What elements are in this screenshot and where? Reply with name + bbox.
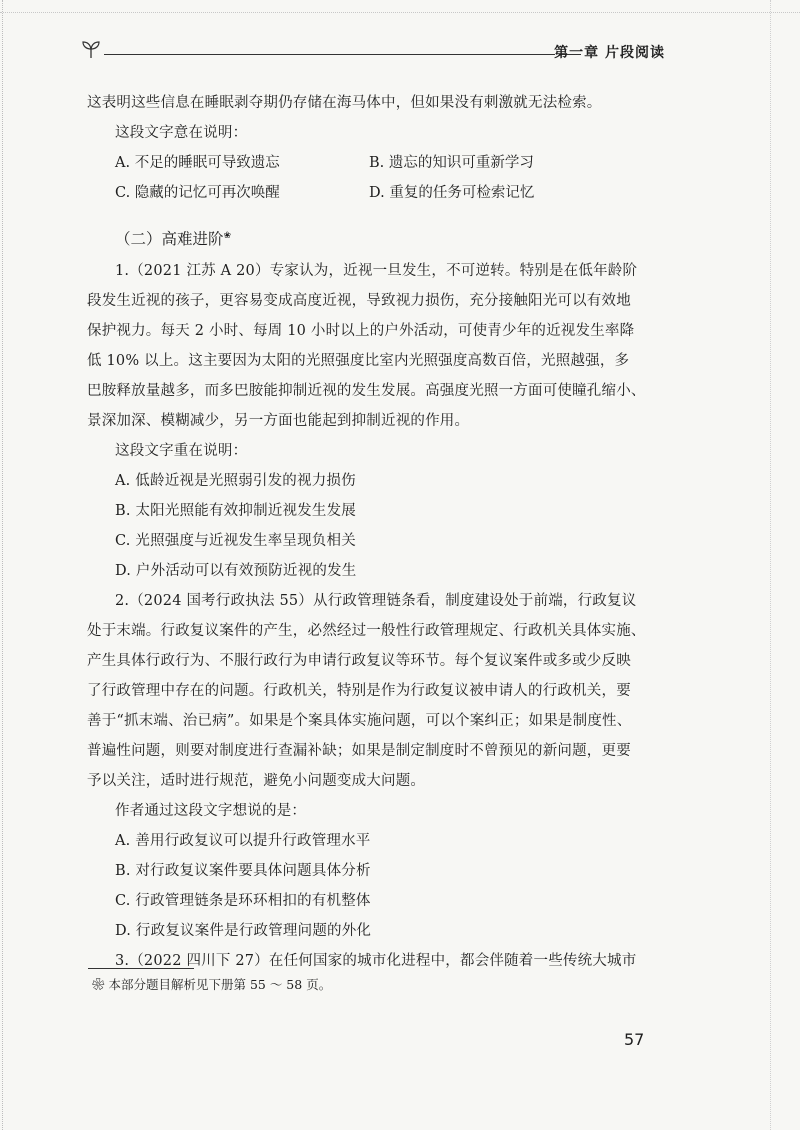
footnote-marker-icon: ❀ <box>223 231 232 241</box>
header-rule <box>104 54 555 55</box>
scan-noise-top <box>0 0 800 13</box>
intro-options-row-2 <box>115 178 660 208</box>
q2-line: 处于末端。行政复议案件的产生，必然经过一般性行政管理规定、行政机关具体实施、 <box>87 623 646 639</box>
q1-line: 1.（2021 江苏 A 20）专家认为，近视一旦发生，不可逆转。特别是在低年龄阶 <box>115 263 638 279</box>
q3-line: 3.（2022 四川下 27）在任何国家的城市化进程中，都会伴随着一些传统大城市 <box>115 953 637 969</box>
q1-line: 低 10% 以上。这主要因为太阳的光照强度比室内光照强度高数百倍，光照越强，多 <box>87 353 630 369</box>
intro-option-d: D. 重复的任务可检索记忆 <box>369 185 535 201</box>
scan-edge-right <box>770 0 772 1130</box>
q2-question: 作者通过这段文字想说的是： <box>115 803 307 819</box>
q1-line: 景深加深、模糊减少，另一方面也能起到抑制近视的作用。 <box>87 413 470 429</box>
intro-text: 这表明这些信息在睡眠剥夺期仍存储在海马体中，但如果没有刺激就无法检索。 <box>87 95 602 111</box>
q2-line: 善于“抓末端、治已病”。如果是个案具体实施问题，可以个案纠正；如果是制度性、 <box>87 713 632 729</box>
q1-line: 巴胺释放量越多，而多巴胺能抑制近视的发生发展。高强度光照一方面可使瞳孔缩小、 <box>87 383 646 399</box>
q1-option-b: B. 太阳光照能有效抑制近视发生发展 <box>115 503 356 519</box>
q1-option-c: C. 光照强度与近视发生率呈现负相关 <box>115 533 356 549</box>
q2-line: 2.（2024 国考行政执法 55）从行政管理链条看，制度建设处于前端，行政复议 <box>115 593 637 609</box>
q1-line: 保护视力。每天 2 小时、每周 10 小时以上的户外活动，可使青少年的近视发生率降 <box>87 323 635 339</box>
q2-option-b: B. 对行政复议案件要具体问题具体分析 <box>115 863 371 879</box>
q2-line: 予以关注，适时进行规范，避免小问题变成大问题。 <box>87 773 426 789</box>
q2-line: 了行政管理中存在的问题。行政机关，特别是作为行政复议被申请人的行政机关，要 <box>87 683 631 699</box>
footnote-rule <box>88 968 194 969</box>
footnote-marker-icon: ❀ <box>92 977 109 992</box>
footnote-text: 本部分题目解析见下册第 55 ～ 58 页。 <box>108 977 332 992</box>
question-1 <box>87 256 660 586</box>
q2-option-d: D. 行政复议案件是行政管理问题的外化 <box>115 923 372 939</box>
q1-option-a: A. 低龄近视是光照弱引发的视力损伤 <box>115 473 356 489</box>
intro-option-a: A. 不足的睡眠可导致遗忘 <box>115 155 280 171</box>
page-number: 57 <box>624 1030 645 1049</box>
footnote <box>92 975 331 993</box>
q2-option-c: C. 行政管理链条是环环相扣的有机整体 <box>115 893 371 909</box>
section-title-text: （二）高难进阶 <box>115 230 224 249</box>
q2-line: 普遍性问题，则要对制度进行查漏补缺；如果是制定制度时不曾预见的新问题，更要 <box>87 743 631 759</box>
intro-options-row-1 <box>115 148 660 178</box>
intro-option-b: B. 遗忘的知识可重新学习 <box>369 155 534 171</box>
page-body <box>87 88 660 976</box>
q2-option-a: A. 善用行政复议可以提升行政管理水平 <box>115 833 371 849</box>
q1-option-d: D. 户外活动可以有效预防近视的发生 <box>115 563 357 579</box>
sprout-icon <box>80 38 102 60</box>
q1-question: 这段文字重在说明： <box>115 443 248 459</box>
page-header <box>80 38 665 62</box>
intro-option-c: C. 隐藏的记忆可再次唤醒 <box>115 185 280 201</box>
q1-line: 段发生近视的孩子，更容易变成高度近视，导致视力损伤，充分接触阳光可以有效地 <box>87 293 631 309</box>
scan-edge-left <box>2 0 4 1130</box>
section-title <box>115 208 660 256</box>
chapter-title: 第一章 片段阅读 <box>554 45 665 61</box>
q2-line: 产生具体行政行为、不服行政行为申请行政复议等环节。每个复议案件或多或少反映 <box>87 653 631 669</box>
intro-question: 这段文字意在说明： <box>115 125 248 141</box>
question-2 <box>87 586 660 946</box>
